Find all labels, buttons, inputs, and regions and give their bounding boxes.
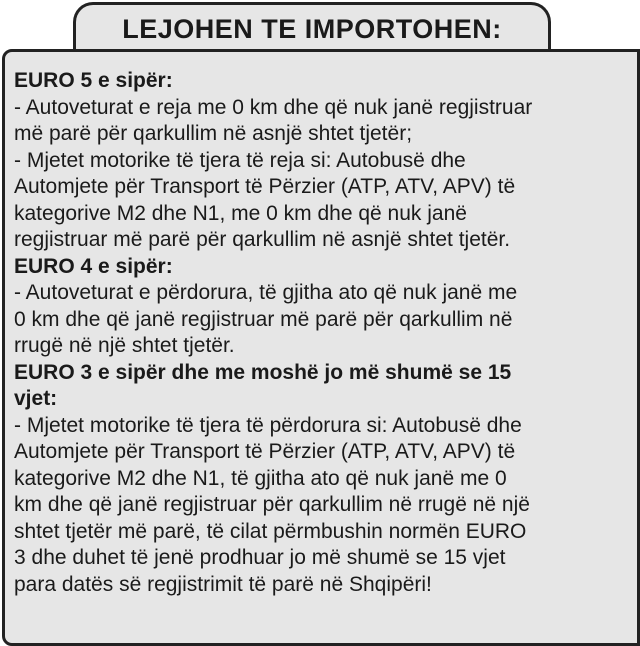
section-heading-continued: vjet: bbox=[14, 387, 58, 410]
section-heading: EURO 4 e sipër: bbox=[14, 254, 173, 278]
body-line: kategorive M2 dhe N1, me 0 km dhe që nuk janë bbox=[14, 201, 467, 225]
body-line: 3 dhe duhet të jenë prodhuar jo më shumë se 15 vjet bbox=[14, 546, 506, 569]
body-line: - Mjetet motorike të tjera të përdorura si: Autobusë dhe bbox=[14, 413, 522, 437]
section-euro-4 bbox=[14, 254, 637, 360]
section-euro-3 bbox=[14, 360, 637, 599]
body-line: kategorive M2 dhe N1, të gjitha ato që nuk janë me 0 bbox=[14, 466, 507, 490]
title-tab bbox=[73, 2, 551, 52]
body-line: Automjete për Transport të Përzier (ATP, ATV, APV) të bbox=[14, 175, 516, 198]
body-line: rrugë në një shtet tjetër. bbox=[14, 334, 235, 357]
body-line: km dhe që janë regjistruar për qarkullim në rrugë në një bbox=[14, 493, 530, 516]
section-heading: EURO 5 e sipër: bbox=[14, 69, 173, 92]
body-line: Automjete për Transport të Përzier (ATP, ATV, APV) të bbox=[14, 440, 516, 463]
body-line: shtet tjetër më parë, të cilat përmbushin normën EURO bbox=[14, 519, 527, 543]
section-euro-5 bbox=[14, 68, 637, 254]
body-line: - Autoveturat e reja me 0 km dhe që nuk janë regjistruar bbox=[14, 95, 533, 119]
body-line: më parë për qarkullim në asnjë shtet tjetër; bbox=[14, 122, 413, 145]
body-line: - Mjetet motorike të tjera të reja si: Autobusë dhe bbox=[14, 148, 466, 172]
body-line: 0 km dhe që janë regjistruar më parë për qarkullim në bbox=[14, 307, 513, 331]
content-box bbox=[2, 49, 640, 646]
section-heading: EURO 3 e sipër dhe me moshë jo më shumë se 15 bbox=[14, 360, 512, 384]
body-line: para datës së regjistrimit të parë në Shqipëri! bbox=[14, 572, 432, 596]
body-line: regjistruar më parë për qarkullim në asnjë shtet tjetër. bbox=[14, 228, 511, 251]
body-line: - Autoveturat e përdorura, të gjitha ato që nuk janë me bbox=[14, 281, 518, 304]
page-title: LEJOHEN TE IMPORTOHEN: bbox=[122, 14, 502, 44]
